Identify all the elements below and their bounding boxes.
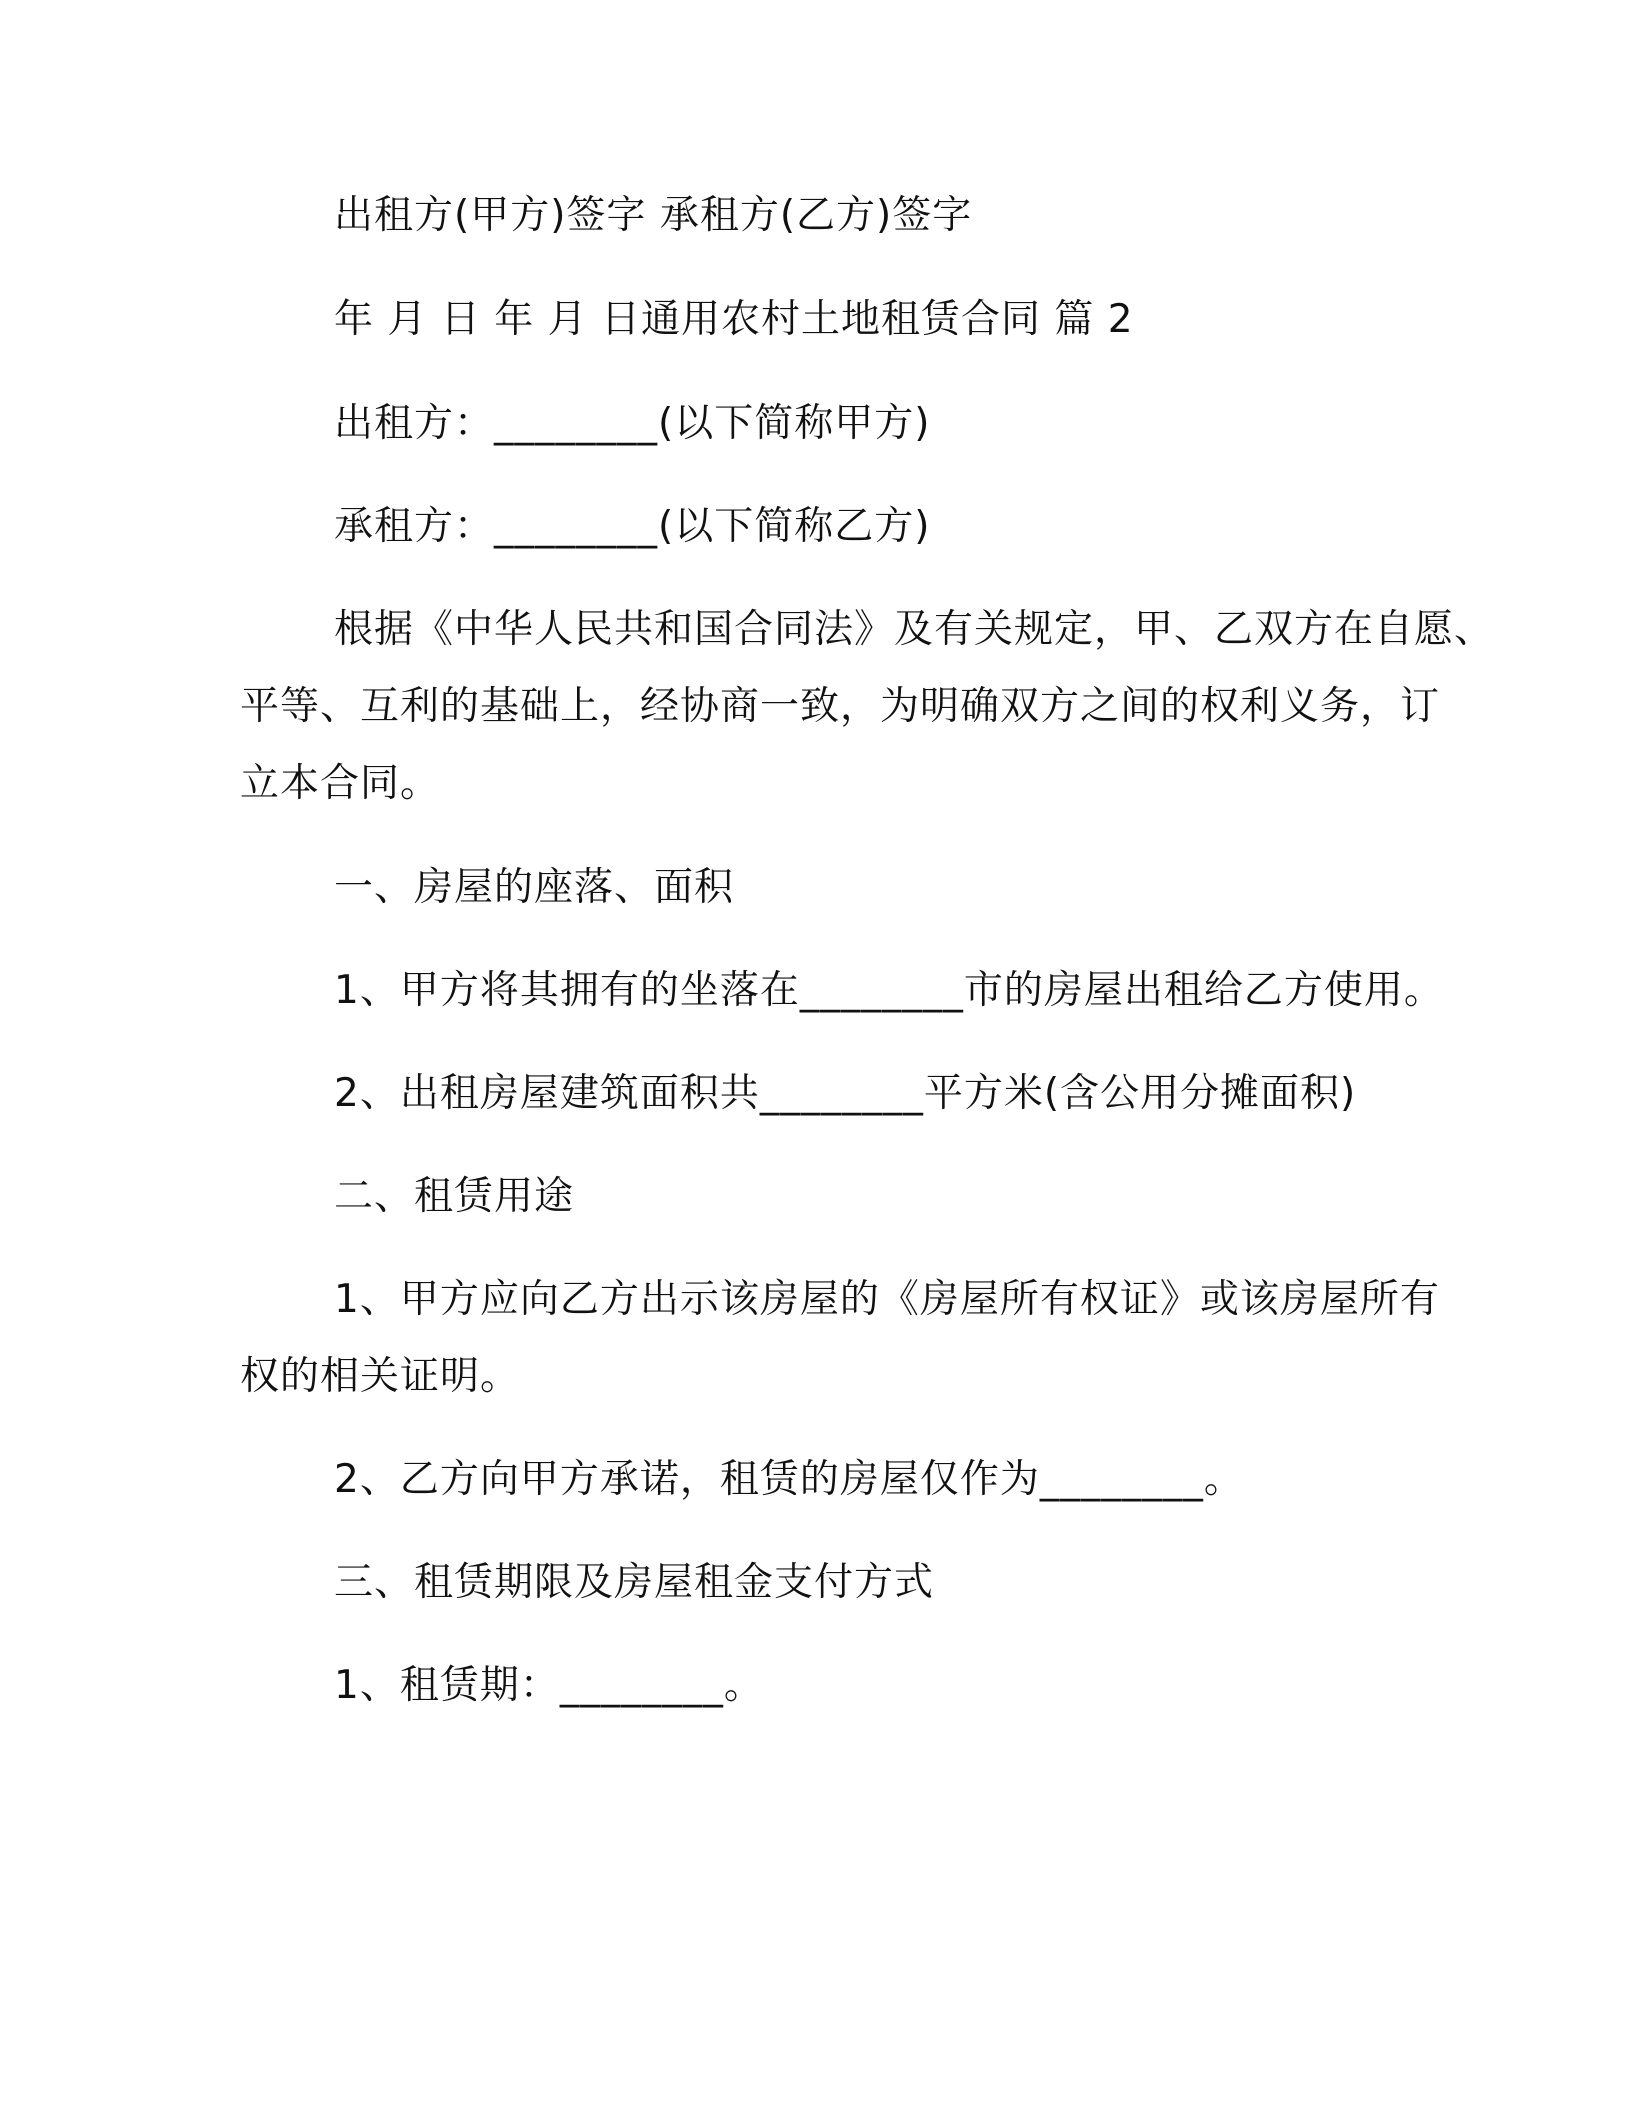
clause-2-1-line-2: 权的相关证明。 — [240, 1354, 521, 1399]
preamble-line-2: 平等、互利的基础上，经协商一致，为明确双方之间的权利义务，订 — [240, 684, 1441, 729]
preamble-line-3: 立本合同。 — [240, 761, 441, 806]
lessor-line: 出租方：________(以下简称甲方) — [334, 401, 931, 446]
section-heading-2: 二、租赁用途 — [334, 1174, 575, 1219]
clause-2-2: 2、乙方向甲方承诺，租赁的房屋仅作为________。 — [334, 1457, 1244, 1502]
section-heading-1: 一、房屋的座落、面积 — [334, 865, 735, 910]
clause-2-1-line-1: 1、甲方应向乙方出示该房屋的《房屋所有权证》或该房屋所有 — [334, 1277, 1440, 1322]
section-heading-3: 三、租赁期限及房屋租金支付方式 — [334, 1560, 935, 1605]
clause-1-1: 1、甲方将其拥有的坐落在________市的房屋出租给乙方使用。 — [334, 968, 1444, 1013]
signature-line: 出租方(甲方)签字 承租方(乙方)签字 — [334, 193, 973, 238]
preamble-line-1: 根据《中华人民共和国合同法》及有关规定，甲、乙双方在自愿、 — [334, 607, 1495, 652]
lessee-line: 承租方：________(以下简称乙方) — [334, 504, 931, 549]
clause-1-2: 2、出租房屋建筑面积共________平方米(含公用分摊面积) — [334, 1071, 1357, 1116]
clause-3-1: 1、租赁期：________。 — [334, 1663, 764, 1708]
date-title-line: 年 月 日 年 月 日通用农村土地租赁合同 篇 2 — [334, 297, 1134, 342]
